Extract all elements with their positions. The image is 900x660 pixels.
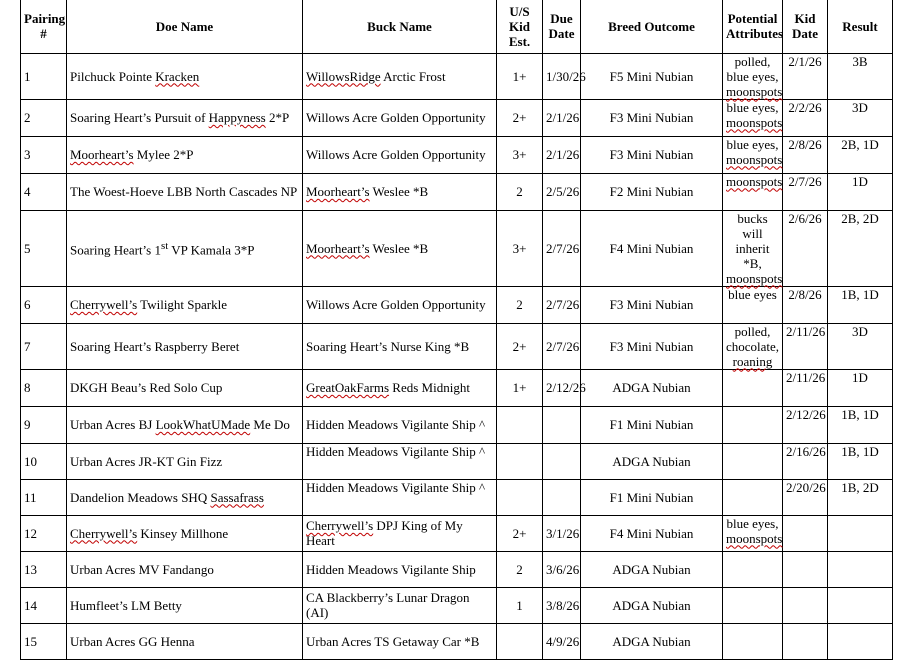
due-date: 2/1/26 <box>543 136 581 173</box>
potential-attributes <box>723 551 783 587</box>
pairing-number: 10 <box>21 443 67 479</box>
buck-name-text: Cherrywell’s DPJ King of My Heart <box>306 518 463 548</box>
breed-outcome: F1 Mini Nubian <box>581 406 723 443</box>
breed-outcome: F5 Mini Nubian <box>581 53 723 99</box>
buck-name-text: Hidden Meadows Vigilante Ship ^ <box>306 443 486 459</box>
breed-outcome: F3 Mini Nubian <box>581 136 723 173</box>
result: 3B <box>828 53 893 99</box>
buck-name-text: Willows Acre Golden Opportunity <box>306 147 486 162</box>
buck-name <box>303 323 497 369</box>
kid-date: 2/1/26 <box>783 53 828 99</box>
result: 2B, 1D <box>828 136 893 173</box>
table-row <box>21 136 893 173</box>
result: 1B, 1D <box>828 286 893 323</box>
breed-outcome: F2 Mini Nubian <box>581 173 723 210</box>
potential-attributes: polled, chocolate, roaning <box>723 323 783 369</box>
table-row <box>21 587 893 623</box>
buck-name-text: CA Blackberry’s Lunar Dragon (AI) <box>306 590 470 620</box>
due-date: 2/12/26 <box>543 369 581 406</box>
due-date: 2/7/26 <box>543 323 581 369</box>
doe-name <box>67 210 303 286</box>
result: 1B, 2D <box>828 479 893 515</box>
header-doe-name: Doe Name <box>67 0 303 53</box>
buck-name-text: Moorheart’s Weslee *B <box>306 240 429 256</box>
result: 3D <box>828 323 893 369</box>
result <box>828 587 893 623</box>
ordinal-suffix: st <box>160 239 169 252</box>
due-date: 2/7/26 <box>543 286 581 323</box>
doe-name <box>67 369 303 406</box>
kid-date: 2/12/26 <box>783 406 828 443</box>
potential-attributes: bucks will inherit *B, moonspots <box>723 210 783 286</box>
due-date: 2/7/26 <box>543 210 581 286</box>
doe-name-text: Pilchuck Pointe Kracken <box>70 68 200 84</box>
buck-name <box>303 479 497 515</box>
kid-date: 2/7/26 <box>783 173 828 210</box>
header-us-kid-est: U/S Kid Est. <box>497 0 543 53</box>
potential-attributes <box>723 406 783 443</box>
breed-outcome: F3 Mini Nubian <box>581 323 723 369</box>
kid-estimate <box>497 443 543 479</box>
buck-name-text: Hidden Meadows Vigilante Ship <box>306 561 476 577</box>
table-row <box>21 551 893 587</box>
buck-name-text: Moorheart’s Weslee *B <box>306 184 429 199</box>
table-row <box>21 173 893 210</box>
doe-name-prefix: Soaring Heart’s 1 <box>70 242 161 258</box>
doe-name <box>67 173 303 210</box>
kid-estimate: 2+ <box>497 323 543 369</box>
doe-name-text: The Woest-Hoeve LBB North Cascades NP <box>70 184 298 199</box>
pairing-number: 5 <box>21 210 67 286</box>
buck-name-text: GreatOakFarms Reds Midnight <box>306 380 470 395</box>
breed-outcome: F3 Mini Nubian <box>581 99 723 136</box>
doe-name <box>67 551 303 587</box>
table-row <box>21 286 893 323</box>
pairing-number: 14 <box>21 587 67 623</box>
breed-outcome: F1 Mini Nubian <box>581 479 723 515</box>
buck-name <box>303 210 497 286</box>
doe-name-text: Urban Acres JR-KT Gin Fizz <box>70 453 223 469</box>
kid-date: 2/11/26 <box>783 323 828 369</box>
due-date: 3/8/26 <box>543 587 581 623</box>
pairing-number: 11 <box>21 479 67 515</box>
pairing-number: 7 <box>21 323 67 369</box>
kid-date <box>783 515 828 551</box>
result: 1B, 1D <box>828 406 893 443</box>
kid-estimate: 1+ <box>497 369 543 406</box>
kid-estimate: 1+ <box>497 53 543 99</box>
potential-attributes: blue eyes, moonspots <box>723 515 783 551</box>
result: 1D <box>828 173 893 210</box>
buck-name <box>303 173 497 210</box>
doe-name-text: Urban Acres BJ LookWhatUMade Me Do <box>70 417 290 432</box>
potential-attributes: blue eyes, moonspots <box>723 136 783 173</box>
potential-attributes <box>723 623 783 659</box>
pairing-number: 4 <box>21 173 67 210</box>
pairing-number: 8 <box>21 369 67 406</box>
doe-name <box>67 99 303 136</box>
potential-attributes: moonspots <box>723 173 783 210</box>
kid-date <box>783 623 828 659</box>
pairings-table <box>20 0 893 660</box>
due-date: 4/9/26 <box>543 623 581 659</box>
table-row <box>21 406 893 443</box>
breed-outcome: ADGA Nubian <box>581 443 723 479</box>
breed-outcome: ADGA Nubian <box>581 369 723 406</box>
buck-name <box>303 136 497 173</box>
due-date <box>543 479 581 515</box>
buck-name-text: Hidden Meadows Vigilante Ship ^ <box>306 479 486 495</box>
table-row <box>21 515 893 551</box>
table-row <box>21 443 893 479</box>
result: 3D <box>828 99 893 136</box>
result <box>828 551 893 587</box>
buck-name <box>303 369 497 406</box>
table-row <box>21 623 893 659</box>
potential-attributes: blue eyes <box>723 286 783 323</box>
header-due-date: Due Date <box>543 0 581 53</box>
doe-name <box>67 479 303 515</box>
kid-estimate: 2 <box>497 173 543 210</box>
kid-date: 2/20/26 <box>783 479 828 515</box>
kid-date: 2/2/26 <box>783 99 828 136</box>
table-row <box>21 323 893 369</box>
result <box>828 623 893 659</box>
buck-name <box>303 99 497 136</box>
table-row <box>21 99 893 136</box>
header-breed-outcome: Breed Outcome <box>581 0 723 53</box>
due-date: 3/6/26 <box>543 551 581 587</box>
buck-name-text: Willows Acre Golden Opportunity <box>306 110 486 125</box>
pairing-number: 9 <box>21 406 67 443</box>
pairing-number: 6 <box>21 286 67 323</box>
doe-name-text: Dandelion Meadows SHQ Sassafrass <box>70 489 264 505</box>
kid-estimate <box>497 406 543 443</box>
breed-outcome: ADGA Nubian <box>581 551 723 587</box>
potential-attributes: blue eyes, moonspots <box>723 99 783 136</box>
buck-name <box>303 286 497 323</box>
pairing-number: 1 <box>21 53 67 99</box>
doe-name <box>67 286 303 323</box>
buck-name-text: Urban Acres TS Getaway Car *B <box>306 633 480 649</box>
buck-name <box>303 53 497 99</box>
result: 2B, 2D <box>828 210 893 286</box>
kid-date: 2/8/26 <box>783 136 828 173</box>
kid-estimate: 2+ <box>497 99 543 136</box>
doe-name-text: Urban Acres GG Henna <box>70 633 195 649</box>
doe-name-text: Humfleet’s LM Betty <box>70 597 182 613</box>
table-row <box>21 369 893 406</box>
header-pairing: Pairing # <box>21 0 67 53</box>
due-date <box>543 406 581 443</box>
breed-outcome: ADGA Nubian <box>581 587 723 623</box>
buck-name-text: Hidden Meadows Vigilante Ship ^ <box>306 417 486 432</box>
table-row <box>21 479 893 515</box>
pairing-number: 3 <box>21 136 67 173</box>
buck-name <box>303 623 497 659</box>
kid-date: 2/11/26 <box>783 369 828 406</box>
kid-date: 2/8/26 <box>783 286 828 323</box>
potential-attributes: polled, blue eyes, moonspots <box>723 53 783 99</box>
doe-name <box>67 443 303 479</box>
due-date: 2/5/26 <box>543 173 581 210</box>
kid-estimate: 2 <box>497 286 543 323</box>
kid-estimate: 1 <box>497 587 543 623</box>
pairing-number: 12 <box>21 515 67 551</box>
potential-attributes <box>723 369 783 406</box>
kid-estimate: 2+ <box>497 515 543 551</box>
buck-name-text: Willows Acre Golden Opportunity <box>306 297 486 312</box>
doe-name-text: DKGH Beau’s Red Solo Cup <box>70 380 223 395</box>
doe-name <box>67 515 303 551</box>
kid-date <box>783 587 828 623</box>
kid-date <box>783 551 828 587</box>
doe-name-text: Urban Acres MV Fandango <box>70 561 214 577</box>
table-row <box>21 210 893 286</box>
kid-estimate <box>497 479 543 515</box>
due-date: 1/30/26 <box>543 53 581 99</box>
header-buck-name: Buck Name <box>303 0 497 53</box>
breed-outcome: F4 Mini Nubian <box>581 515 723 551</box>
buck-name-text: WillowsRidge Arctic Frost <box>306 68 446 84</box>
potential-attributes <box>723 479 783 515</box>
pairing-number: 2 <box>21 99 67 136</box>
breed-outcome: F4 Mini Nubian <box>581 210 723 286</box>
potential-attributes <box>723 443 783 479</box>
breed-outcome: F3 Mini Nubian <box>581 286 723 323</box>
header-row <box>21 0 893 53</box>
kid-estimate: 3+ <box>497 136 543 173</box>
buck-name-text: Soaring Heart’s Nurse King *B <box>306 338 470 354</box>
doe-name <box>67 406 303 443</box>
table-row <box>21 53 893 99</box>
pairing-number: 15 <box>21 623 67 659</box>
header-result: Result <box>828 0 893 53</box>
buck-name <box>303 587 497 623</box>
doe-name-text: Soaring Heart’s Raspberry Beret <box>70 338 240 354</box>
header-potential-attributes: Potential Attributes <box>723 0 783 53</box>
buck-name <box>303 515 497 551</box>
buck-name <box>303 551 497 587</box>
doe-name-suffix: VP Kamala 3*P <box>168 242 255 258</box>
kid-date: 2/6/26 <box>783 210 828 286</box>
buck-name <box>303 406 497 443</box>
potential-attributes <box>723 587 783 623</box>
doe-name <box>67 587 303 623</box>
doe-name <box>67 53 303 99</box>
due-date: 2/1/26 <box>543 99 581 136</box>
breed-outcome: ADGA Nubian <box>581 623 723 659</box>
doe-name-text: Cherrywell’s Twilight Sparkle <box>70 297 228 312</box>
doe-name-text: Moorheart’s Mylee 2*P <box>70 147 194 162</box>
due-date <box>543 443 581 479</box>
kid-estimate: 2 <box>497 551 543 587</box>
result: 1D <box>828 369 893 406</box>
kid-estimate <box>497 623 543 659</box>
header-kid-date: Kid Date <box>783 0 828 53</box>
kid-estimate: 3+ <box>497 210 543 286</box>
kid-date: 2/16/26 <box>783 443 828 479</box>
doe-name-text: Soaring Heart’s Pursuit of Happyness 2*P <box>70 110 290 125</box>
buck-name <box>303 443 497 479</box>
result <box>828 515 893 551</box>
result: 1B, 1D <box>828 443 893 479</box>
due-date: 3/1/26 <box>543 515 581 551</box>
doe-name <box>67 323 303 369</box>
doe-name <box>67 136 303 173</box>
doe-name-text: Cherrywell’s Kinsey Millhone <box>70 525 229 541</box>
pairing-number: 13 <box>21 551 67 587</box>
doe-name <box>67 623 303 659</box>
